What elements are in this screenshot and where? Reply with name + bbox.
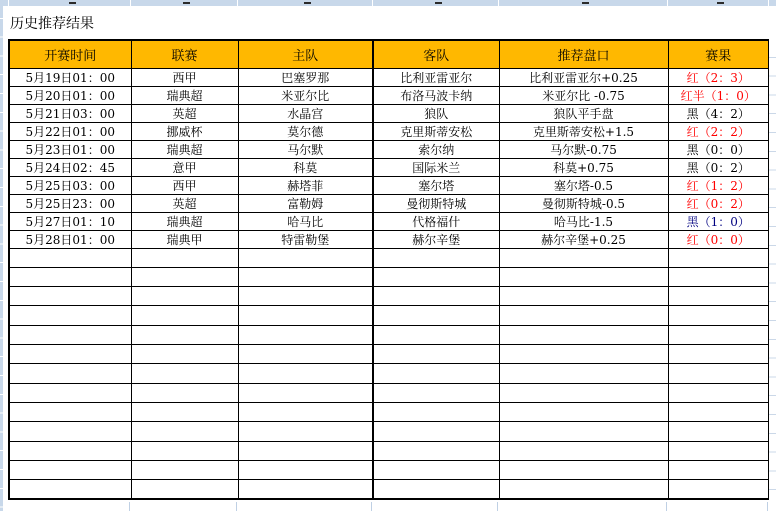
empty-cell[interactable] bbox=[9, 267, 131, 286]
empty-cell[interactable] bbox=[668, 441, 769, 460]
empty-cell[interactable] bbox=[9, 287, 131, 306]
column-letter-mark bbox=[435, 2, 442, 4]
cell-handicap[interactable]: 塞尔塔-0.5 bbox=[499, 176, 668, 194]
empty-cell[interactable] bbox=[9, 460, 131, 479]
empty-cell[interactable] bbox=[238, 460, 373, 479]
cell-result[interactable]: 黑（1：0） bbox=[668, 212, 769, 230]
empty-cell[interactable] bbox=[131, 402, 238, 421]
empty-cell[interactable] bbox=[131, 325, 238, 344]
cell-time[interactable]: 5月28日01：00 bbox=[9, 230, 131, 248]
cell-league[interactable]: 西甲 bbox=[131, 68, 238, 86]
gridline bbox=[497, 502, 498, 511]
cell-handicap[interactable]: 赫尔辛堡+0.25 bbox=[499, 230, 668, 248]
empty-cell[interactable] bbox=[131, 480, 238, 499]
cell-result[interactable]: 黑（4：2） bbox=[668, 104, 769, 122]
cell-result[interactable]: 红（0：0） bbox=[668, 230, 769, 248]
empty-cell[interactable] bbox=[373, 441, 499, 460]
empty-cell[interactable] bbox=[238, 345, 373, 364]
empty-cell[interactable] bbox=[9, 383, 131, 402]
empty-table-row bbox=[9, 287, 769, 306]
empty-cell[interactable] bbox=[9, 441, 131, 460]
empty-cell[interactable] bbox=[373, 248, 499, 267]
cell-league[interactable]: 瑞典甲 bbox=[131, 230, 238, 248]
empty-rows bbox=[9, 248, 769, 499]
empty-cell[interactable] bbox=[238, 364, 373, 383]
cell-away[interactable]: 克里斯蒂安松 bbox=[373, 122, 499, 140]
empty-cell[interactable] bbox=[373, 325, 499, 344]
cell-result[interactable]: 黑（0：2） bbox=[668, 158, 769, 176]
empty-cell[interactable] bbox=[499, 402, 668, 421]
cell-away[interactable]: 曼彻斯特城 bbox=[373, 194, 499, 212]
empty-cell[interactable] bbox=[238, 306, 373, 325]
empty-table-row bbox=[9, 422, 769, 441]
cell-away[interactable]: 塞尔塔 bbox=[373, 176, 499, 194]
empty-cell[interactable] bbox=[9, 345, 131, 364]
empty-cell[interactable] bbox=[9, 480, 131, 499]
empty-table-row bbox=[9, 441, 769, 460]
cell-away[interactable]: 布洛马波卡纳 bbox=[373, 86, 499, 104]
cell-handicap[interactable]: 米亚尔比 -0.75 bbox=[499, 86, 668, 104]
table-row bbox=[9, 176, 769, 194]
empty-cell[interactable] bbox=[131, 460, 238, 479]
empty-cell[interactable] bbox=[238, 383, 373, 402]
empty-cell[interactable] bbox=[238, 402, 373, 421]
cell-league[interactable]: 意甲 bbox=[131, 158, 238, 176]
cell-result[interactable]: 黑（0：0） bbox=[668, 140, 769, 158]
cell-home[interactable]: 哈马比 bbox=[238, 212, 373, 230]
cell-home[interactable]: 莫尔德 bbox=[238, 122, 373, 140]
cell-home[interactable]: 特雷勒堡 bbox=[238, 230, 373, 248]
empty-cell[interactable] bbox=[668, 267, 769, 286]
table-row bbox=[9, 212, 769, 230]
cell-result[interactable]: 红（0：2） bbox=[668, 194, 769, 212]
empty-cell[interactable] bbox=[238, 325, 373, 344]
results-table bbox=[8, 39, 770, 500]
empty-cell[interactable] bbox=[9, 325, 131, 344]
cell-time[interactable]: 5月21日03：00 bbox=[9, 104, 131, 122]
cell-handicap[interactable]: 哈马比-1.5 bbox=[499, 212, 668, 230]
gridline bbox=[129, 502, 130, 511]
empty-cell[interactable] bbox=[373, 287, 499, 306]
cell-time[interactable]: 5月20日01：00 bbox=[9, 86, 131, 104]
empty-cell[interactable] bbox=[9, 402, 131, 421]
cell-away[interactable]: 比利亚雷亚尔 bbox=[373, 68, 499, 86]
cell-home[interactable]: 马尔默 bbox=[238, 140, 373, 158]
empty-cell[interactable] bbox=[373, 422, 499, 441]
header-league[interactable]: 联赛 bbox=[131, 40, 238, 68]
empty-cell[interactable] bbox=[131, 306, 238, 325]
cell-time[interactable]: 5月25日03：00 bbox=[9, 176, 131, 194]
title-row[interactable] bbox=[3, 6, 776, 39]
empty-cell[interactable] bbox=[373, 345, 499, 364]
empty-table-row bbox=[9, 364, 769, 383]
column-letter-mark bbox=[69, 2, 76, 4]
empty-cell[interactable] bbox=[131, 287, 238, 306]
empty-cell[interactable] bbox=[668, 248, 769, 267]
empty-cell[interactable] bbox=[131, 422, 238, 441]
empty-cell[interactable] bbox=[373, 306, 499, 325]
empty-table-row bbox=[9, 306, 769, 325]
cell-result[interactable]: 红（2：2） bbox=[668, 122, 769, 140]
table-row bbox=[9, 230, 769, 248]
empty-table-row bbox=[9, 402, 769, 421]
empty-table-row bbox=[9, 267, 769, 286]
empty-cell[interactable] bbox=[668, 287, 769, 306]
empty-cell[interactable] bbox=[238, 441, 373, 460]
column-letter-mark bbox=[717, 2, 724, 4]
table-row bbox=[9, 158, 769, 176]
empty-cell[interactable] bbox=[9, 422, 131, 441]
cell-time[interactable]: 5月25日23：00 bbox=[9, 194, 131, 212]
cell-away[interactable]: 赫尔辛堡 bbox=[373, 230, 499, 248]
empty-cell[interactable] bbox=[499, 364, 668, 383]
column-letter-mark bbox=[582, 2, 589, 4]
empty-cell[interactable] bbox=[131, 383, 238, 402]
table-row bbox=[9, 194, 769, 212]
gridline bbox=[371, 502, 372, 511]
cell-league[interactable]: 瑞典超 bbox=[131, 212, 238, 230]
page-title: 历史推荐结果 bbox=[10, 15, 94, 32]
gridline bbox=[666, 502, 667, 511]
cell-handicap[interactable]: 马尔默-0.75 bbox=[499, 140, 668, 158]
empty-cell[interactable] bbox=[238, 248, 373, 267]
gridline bbox=[236, 502, 237, 511]
gridline bbox=[767, 502, 768, 511]
empty-cell[interactable] bbox=[131, 345, 238, 364]
cell-handicap[interactable]: 克里斯蒂安松+1.5 bbox=[499, 122, 668, 140]
column-letter-mark bbox=[304, 2, 311, 4]
right-gridline-sliver bbox=[769, 39, 776, 511]
header-result[interactable]: 赛果 bbox=[668, 40, 769, 68]
cell-league[interactable]: 英超 bbox=[131, 194, 238, 212]
empty-cell[interactable] bbox=[373, 480, 499, 499]
empty-cell[interactable] bbox=[373, 402, 499, 421]
empty-cell[interactable] bbox=[131, 364, 238, 383]
cell-away[interactable]: 国际米兰 bbox=[373, 158, 499, 176]
empty-table-row bbox=[9, 480, 769, 499]
row-header-sliver bbox=[0, 0, 3, 511]
cell-handicap[interactable]: 曼彻斯特城-0.5 bbox=[499, 194, 668, 212]
table-header-row bbox=[9, 40, 769, 68]
cell-league[interactable]: 瑞典超 bbox=[131, 140, 238, 158]
empty-cell[interactable] bbox=[499, 325, 668, 344]
empty-cell[interactable] bbox=[373, 364, 499, 383]
cell-home[interactable]: 科莫 bbox=[238, 158, 373, 176]
empty-cell[interactable] bbox=[373, 267, 499, 286]
empty-cell[interactable] bbox=[668, 460, 769, 479]
empty-cell[interactable] bbox=[373, 383, 499, 402]
cell-home[interactable]: 赫塔菲 bbox=[238, 176, 373, 194]
cell-home[interactable]: 米亚尔比 bbox=[238, 86, 373, 104]
empty-cell[interactable] bbox=[238, 480, 373, 499]
empty-cell[interactable] bbox=[668, 480, 769, 499]
empty-cell[interactable] bbox=[238, 422, 373, 441]
empty-cell[interactable] bbox=[668, 422, 769, 441]
empty-cell[interactable] bbox=[499, 441, 668, 460]
empty-cell[interactable] bbox=[238, 287, 373, 306]
empty-cell[interactable] bbox=[668, 345, 769, 364]
header-away[interactable]: 客队 bbox=[373, 40, 499, 68]
empty-table-row bbox=[9, 345, 769, 364]
header-handicap[interactable]: 推荐盘口 bbox=[499, 40, 668, 68]
table-row bbox=[9, 122, 769, 140]
cell-away[interactable]: 代格福什 bbox=[373, 212, 499, 230]
cell-league[interactable]: 英超 bbox=[131, 104, 238, 122]
empty-table-row bbox=[9, 248, 769, 267]
cell-time[interactable]: 5月27日01：10 bbox=[9, 212, 131, 230]
cell-home[interactable]: 巴塞罗那 bbox=[238, 68, 373, 86]
cell-away[interactable]: 狼队 bbox=[373, 104, 499, 122]
empty-cell[interactable] bbox=[499, 383, 668, 402]
empty-cell[interactable] bbox=[9, 364, 131, 383]
header-time[interactable]: 开赛时间 bbox=[9, 40, 131, 68]
empty-cell[interactable] bbox=[668, 364, 769, 383]
empty-cell[interactable] bbox=[238, 267, 373, 286]
empty-cell[interactable] bbox=[131, 441, 238, 460]
empty-cell[interactable] bbox=[499, 267, 668, 286]
cell-time[interactable]: 5月22日01：00 bbox=[9, 122, 131, 140]
cell-time[interactable]: 5月24日02：45 bbox=[9, 158, 131, 176]
empty-cell[interactable] bbox=[499, 460, 668, 479]
cell-time[interactable]: 5月19日01：00 bbox=[9, 68, 131, 86]
empty-cell[interactable] bbox=[499, 248, 668, 267]
cell-result[interactable]: 红（2：3） bbox=[668, 68, 769, 86]
cell-handicap[interactable]: 比利亚雷亚尔+0.25 bbox=[499, 68, 668, 86]
empty-cell[interactable] bbox=[499, 345, 668, 364]
empty-table-row bbox=[9, 325, 769, 344]
cell-league[interactable]: 瑞典超 bbox=[131, 86, 238, 104]
cell-away[interactable]: 索尔纳 bbox=[373, 140, 499, 158]
empty-cell[interactable] bbox=[668, 325, 769, 344]
table-row bbox=[9, 140, 769, 158]
empty-cell[interactable] bbox=[499, 422, 668, 441]
empty-cell[interactable] bbox=[668, 383, 769, 402]
empty-cell[interactable] bbox=[373, 460, 499, 479]
table-row bbox=[9, 104, 769, 122]
table-row bbox=[9, 86, 769, 104]
cell-home[interactable]: 富勒姆 bbox=[238, 194, 373, 212]
cell-result[interactable]: 红半（1：0） bbox=[668, 86, 769, 104]
empty-cell[interactable] bbox=[499, 287, 668, 306]
cell-league[interactable]: 挪威杯 bbox=[131, 122, 238, 140]
empty-cell[interactable] bbox=[668, 306, 769, 325]
empty-cell[interactable] bbox=[668, 402, 769, 421]
cell-league[interactable]: 西甲 bbox=[131, 176, 238, 194]
empty-table-row bbox=[9, 460, 769, 479]
table-row bbox=[9, 68, 769, 86]
cell-handicap[interactable]: 狼队平手盘 bbox=[499, 104, 668, 122]
empty-cell[interactable] bbox=[499, 480, 668, 499]
empty-cell[interactable] bbox=[9, 306, 131, 325]
data-rows bbox=[9, 68, 769, 248]
cell-home[interactable]: 水晶宫 bbox=[238, 104, 373, 122]
cell-handicap[interactable]: 科莫+0.75 bbox=[499, 158, 668, 176]
column-letter-mark bbox=[183, 2, 190, 4]
header-home[interactable]: 主队 bbox=[238, 40, 373, 68]
bottom-gridline-strip bbox=[3, 500, 776, 511]
empty-cell[interactable] bbox=[131, 248, 238, 267]
cell-time[interactable]: 5月23日01：00 bbox=[9, 140, 131, 158]
empty-table-row bbox=[9, 383, 769, 402]
empty-cell[interactable] bbox=[499, 306, 668, 325]
empty-cell[interactable] bbox=[131, 267, 238, 286]
cell-result[interactable]: 红（1：2） bbox=[668, 176, 769, 194]
empty-cell[interactable] bbox=[9, 248, 131, 267]
